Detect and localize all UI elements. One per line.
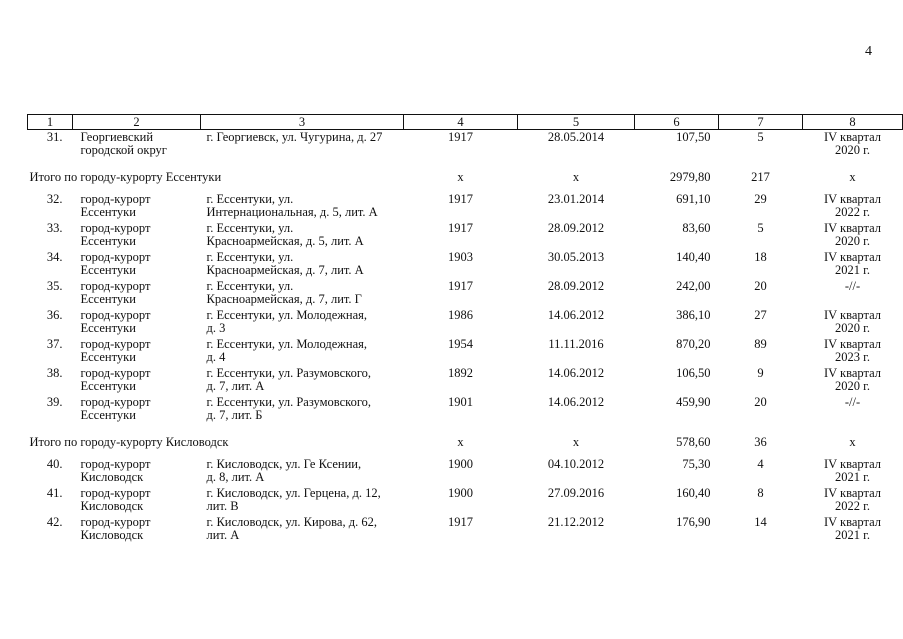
locality-cell bbox=[73, 515, 201, 544]
locality-cell-line: Ессентуки bbox=[80, 234, 136, 248]
locality-cell bbox=[73, 366, 201, 395]
column-header: 8 bbox=[803, 115, 903, 130]
address-cell-line: г. Ессентуки, ул. bbox=[206, 279, 294, 293]
date-cell: 30.05.2013 bbox=[547, 250, 605, 264]
locality-cell-line: город-курорт bbox=[80, 486, 151, 500]
count-cell: 20 bbox=[754, 395, 767, 409]
address-cell-line: г. Ессентуки, ул. bbox=[206, 221, 294, 235]
deadline-cell-line: IV квартал bbox=[823, 457, 882, 471]
count-cell: 4 bbox=[757, 457, 764, 471]
row-number: 33. bbox=[46, 221, 63, 235]
address-cell-line: д. 7, лит. Б bbox=[206, 408, 263, 422]
subtotal-year: x bbox=[457, 435, 464, 449]
locality-cell-line: город-курорт bbox=[80, 221, 151, 235]
locality-cell-line: Ессентуки bbox=[80, 292, 136, 306]
count-cell: 20 bbox=[754, 279, 767, 293]
locality-cell-line: Ессентуки bbox=[80, 408, 136, 422]
count-cell: 18 bbox=[754, 250, 767, 264]
row-number: 31. bbox=[46, 130, 63, 144]
year-cell: 1954 bbox=[448, 337, 473, 351]
deadline-cell-line: IV квартал bbox=[823, 337, 882, 351]
subtotal-row bbox=[28, 424, 903, 457]
area-cell: 459,90 bbox=[676, 395, 711, 409]
deadline-cell bbox=[803, 308, 903, 337]
locality-cell-line: город-курорт bbox=[80, 192, 151, 206]
address-cell-line: лит. А bbox=[206, 528, 240, 542]
year-cell: 1900 bbox=[448, 486, 473, 500]
locality-cell-line: Ессентуки bbox=[80, 263, 136, 277]
area-cell: 106,50 bbox=[676, 366, 711, 380]
deadline-cell bbox=[803, 337, 903, 366]
address-cell-line: г. Кисловодск, ул. Кирова, д. 62, bbox=[206, 515, 377, 529]
header-row bbox=[28, 115, 903, 130]
year-cell: 1917 bbox=[448, 279, 473, 293]
column-header: 2 bbox=[73, 115, 201, 130]
column-header: 4 bbox=[404, 115, 518, 130]
locality-cell-line: Ессентуки bbox=[80, 350, 136, 364]
area-cell: 176,90 bbox=[676, 515, 711, 529]
deadline-cell-line: 2022 г. bbox=[835, 205, 870, 219]
year-cell: 1900 bbox=[448, 457, 473, 471]
table-row bbox=[28, 395, 903, 424]
address-cell-line: г. Кисловодск, ул. Ге Ксении, bbox=[206, 457, 362, 471]
subtotal-count: 36 bbox=[754, 435, 767, 449]
table-row bbox=[28, 130, 903, 160]
address-cell-line: д. 4 bbox=[206, 350, 226, 364]
row-number: 41. bbox=[46, 486, 63, 500]
deadline-cell bbox=[803, 366, 903, 395]
address-cell bbox=[201, 279, 404, 308]
address-cell-line: г. Ессентуки, ул. bbox=[206, 192, 294, 206]
deadline-cell-line: IV квартал bbox=[823, 308, 882, 322]
locality-cell-line: Ессентуки bbox=[80, 205, 136, 219]
date-cell: 28.09.2012 bbox=[547, 279, 605, 293]
housing-table bbox=[27, 114, 903, 544]
count-cell: 5 bbox=[757, 130, 764, 144]
column-header: 6 bbox=[635, 115, 719, 130]
date-cell: 14.06.2012 bbox=[547, 395, 605, 409]
count-cell: 9 bbox=[757, 366, 764, 380]
year-cell: 1986 bbox=[448, 308, 473, 322]
table-row bbox=[28, 221, 903, 250]
locality-cell-line: город-курорт bbox=[80, 250, 151, 264]
table-row bbox=[28, 279, 903, 308]
address-cell bbox=[201, 457, 404, 486]
table-body bbox=[28, 130, 903, 545]
locality-cell bbox=[73, 279, 201, 308]
deadline-cell-line: IV квартал bbox=[823, 192, 882, 206]
address-cell-line: г. Кисловодск, ул. Герцена, д. 12, bbox=[206, 486, 381, 500]
locality-cell-line: Георгиевский bbox=[80, 130, 154, 144]
address-cell bbox=[201, 221, 404, 250]
locality-cell-line: город-курорт bbox=[80, 279, 151, 293]
address-cell-line: г. Ессентуки, ул. Молодежная, bbox=[206, 337, 368, 351]
address-cell-line: д. 3 bbox=[206, 321, 226, 335]
locality-cell bbox=[73, 308, 201, 337]
date-cell: 27.09.2016 bbox=[547, 486, 605, 500]
table-row bbox=[28, 337, 903, 366]
deadline-cell bbox=[803, 221, 903, 250]
deadline-cell bbox=[803, 486, 903, 515]
area-cell: 160,40 bbox=[676, 486, 711, 500]
deadline-cell-line: IV квартал bbox=[823, 130, 882, 144]
subtotal-area: 578,60 bbox=[676, 435, 711, 449]
locality-cell-line: Кисловодск bbox=[80, 470, 144, 484]
year-cell: 1917 bbox=[448, 221, 473, 235]
year-cell: 1903 bbox=[448, 250, 473, 264]
locality-cell bbox=[73, 337, 201, 366]
subtotal-row bbox=[28, 159, 903, 192]
address-cell-line: Красноармейская, д. 5, лит. А bbox=[206, 234, 364, 248]
deadline-cell-line: 2020 г. bbox=[835, 379, 870, 393]
locality-cell bbox=[73, 457, 201, 486]
deadline-cell-line: 2021 г. bbox=[835, 528, 870, 542]
deadline-cell-line: 2021 г. bbox=[835, 263, 870, 277]
year-cell: 1917 bbox=[448, 515, 473, 529]
locality-cell-line: город-курорт bbox=[80, 515, 151, 529]
locality-cell-line: город-курорт bbox=[80, 308, 151, 322]
address-cell-line: г. Ессентуки, ул. Молодежная, bbox=[206, 308, 368, 322]
count-cell: 14 bbox=[754, 515, 767, 529]
row-number: 32. bbox=[46, 192, 63, 206]
address-cell-line: г. Ессентуки, ул. Разумовского, bbox=[206, 395, 372, 409]
subtotal-deadline: x bbox=[849, 170, 856, 184]
deadline-cell bbox=[803, 279, 903, 308]
deadline-cell-line: IV квартал bbox=[823, 221, 882, 235]
address-cell bbox=[201, 366, 404, 395]
year-cell: 1917 bbox=[448, 130, 473, 144]
address-cell-line: г. Ессентуки, ул. Разумовского, bbox=[206, 366, 372, 380]
count-cell: 89 bbox=[754, 337, 767, 351]
count-cell: 27 bbox=[754, 308, 767, 322]
deadline-cell-line: IV квартал bbox=[823, 250, 882, 264]
year-cell: 1892 bbox=[448, 366, 473, 380]
locality-cell-line: город-курорт bbox=[80, 395, 151, 409]
date-cell: 21.12.2012 bbox=[547, 515, 605, 529]
address-cell bbox=[201, 395, 404, 424]
deadline-cell bbox=[803, 130, 903, 160]
address-cell bbox=[201, 250, 404, 279]
address-cell-line: д. 8, лит. А bbox=[206, 470, 265, 484]
locality-cell-line: Кисловодск bbox=[80, 499, 144, 513]
subtotal-label: Итого по городу-курорту Ессентуки bbox=[29, 170, 222, 184]
deadline-cell-line: IV квартал bbox=[823, 515, 882, 529]
locality-cell bbox=[73, 395, 201, 424]
address-cell bbox=[201, 486, 404, 515]
subtotal-year: x bbox=[457, 170, 464, 184]
locality-cell-line: город-курорт bbox=[80, 337, 151, 351]
table-row bbox=[28, 192, 903, 221]
row-number: 39. bbox=[46, 395, 63, 409]
deadline-cell-line: -//- bbox=[844, 395, 861, 409]
deadline-cell bbox=[803, 395, 903, 424]
count-cell: 5 bbox=[757, 221, 764, 235]
area-cell: 691,10 bbox=[676, 192, 711, 206]
column-header: 5 bbox=[518, 115, 635, 130]
row-number: 35. bbox=[46, 279, 63, 293]
address-cell bbox=[201, 515, 404, 544]
deadline-cell-line: IV квартал bbox=[823, 486, 882, 500]
date-cell: 04.10.2012 bbox=[547, 457, 605, 471]
row-number: 36. bbox=[46, 308, 63, 322]
deadline-cell-line: 2020 г. bbox=[835, 321, 870, 335]
date-cell: 14.06.2012 bbox=[547, 366, 605, 380]
deadline-cell bbox=[803, 192, 903, 221]
address-cell-line: г. Ессентуки, ул. bbox=[206, 250, 294, 264]
area-cell: 140,40 bbox=[676, 250, 711, 264]
subtotal-area: 2979,80 bbox=[669, 170, 711, 184]
row-number: 42. bbox=[46, 515, 63, 529]
locality-cell-line: город-курорт bbox=[80, 366, 151, 380]
row-number: 37. bbox=[46, 337, 63, 351]
table-row bbox=[28, 366, 903, 395]
date-cell: 28.05.2014 bbox=[547, 130, 605, 144]
deadline-cell-line: -//- bbox=[844, 279, 861, 293]
column-header: 3 bbox=[201, 115, 404, 130]
address-cell-line: г. Георгиевск, ул. Чугурина, д. 27 bbox=[206, 130, 383, 144]
area-cell: 83,60 bbox=[682, 221, 711, 235]
table-row bbox=[28, 457, 903, 486]
subtotal-label: Итого по городу-курорту Кисловодск bbox=[29, 435, 229, 449]
locality-cell bbox=[73, 192, 201, 221]
page-number: 4 bbox=[865, 44, 872, 59]
locality-cell-line: город-курорт bbox=[80, 457, 151, 471]
row-number: 38. bbox=[46, 366, 63, 380]
address-cell bbox=[201, 337, 404, 366]
area-cell: 75,30 bbox=[682, 457, 711, 471]
locality-cell bbox=[73, 221, 201, 250]
year-cell: 1901 bbox=[448, 395, 473, 409]
deadline-cell-line: 2022 г. bbox=[835, 499, 870, 513]
subtotal-count: 217 bbox=[751, 170, 770, 184]
deadline-cell-line: 2023 г. bbox=[835, 350, 870, 364]
date-cell: 14.06.2012 bbox=[547, 308, 605, 322]
address-cell-line: Красноармейская, д. 7, лит. А bbox=[206, 263, 364, 277]
address-cell-line: Красноармейская, д. 7, лит. Г bbox=[206, 292, 362, 306]
date-cell: 28.09.2012 bbox=[547, 221, 605, 235]
locality-cell bbox=[73, 130, 201, 160]
deadline-cell bbox=[803, 457, 903, 486]
count-cell: 8 bbox=[757, 486, 764, 500]
column-header: 1 bbox=[28, 115, 73, 130]
address-cell bbox=[201, 308, 404, 337]
table-row bbox=[28, 486, 903, 515]
address-cell-line: Интернациональная, д. 5, лит. А bbox=[206, 205, 378, 219]
year-cell: 1917 bbox=[448, 192, 473, 206]
address-cell bbox=[201, 192, 404, 221]
count-cell: 29 bbox=[754, 192, 767, 206]
table-row bbox=[28, 515, 903, 544]
deadline-cell-line: 2020 г. bbox=[835, 234, 870, 248]
deadline-cell-line: IV квартал bbox=[823, 366, 882, 380]
area-cell: 386,10 bbox=[676, 308, 711, 322]
table-row bbox=[28, 308, 903, 337]
column-header: 7 bbox=[719, 115, 803, 130]
locality-cell-line: Ессентуки bbox=[80, 321, 136, 335]
subtotal-deadline: x bbox=[849, 435, 856, 449]
locality-cell-line: Ессентуки bbox=[80, 379, 136, 393]
deadline-cell-line: 2020 г. bbox=[835, 143, 870, 157]
deadline-cell bbox=[803, 515, 903, 544]
area-cell: 870,20 bbox=[676, 337, 711, 351]
subtotal-date: x bbox=[572, 170, 580, 184]
date-cell: 11.11.2016 bbox=[548, 337, 604, 351]
date-cell: 23.01.2014 bbox=[547, 192, 605, 206]
row-number: 40. bbox=[46, 457, 63, 471]
address-cell-line: лит. В bbox=[206, 499, 239, 513]
locality-cell bbox=[73, 250, 201, 279]
address-cell bbox=[201, 130, 404, 160]
locality-cell-line: Кисловодск bbox=[80, 528, 144, 542]
locality-cell bbox=[73, 486, 201, 515]
deadline-cell-line: 2021 г. bbox=[835, 470, 870, 484]
row-number: 34. bbox=[46, 250, 63, 264]
subtotal-date: x bbox=[572, 435, 580, 449]
table-row bbox=[28, 250, 903, 279]
area-cell: 242,00 bbox=[676, 279, 711, 293]
deadline-cell bbox=[803, 250, 903, 279]
address-cell-line: д. 7, лит. А bbox=[206, 379, 265, 393]
locality-cell-line: городской округ bbox=[80, 143, 167, 157]
area-cell: 107,50 bbox=[676, 130, 711, 144]
